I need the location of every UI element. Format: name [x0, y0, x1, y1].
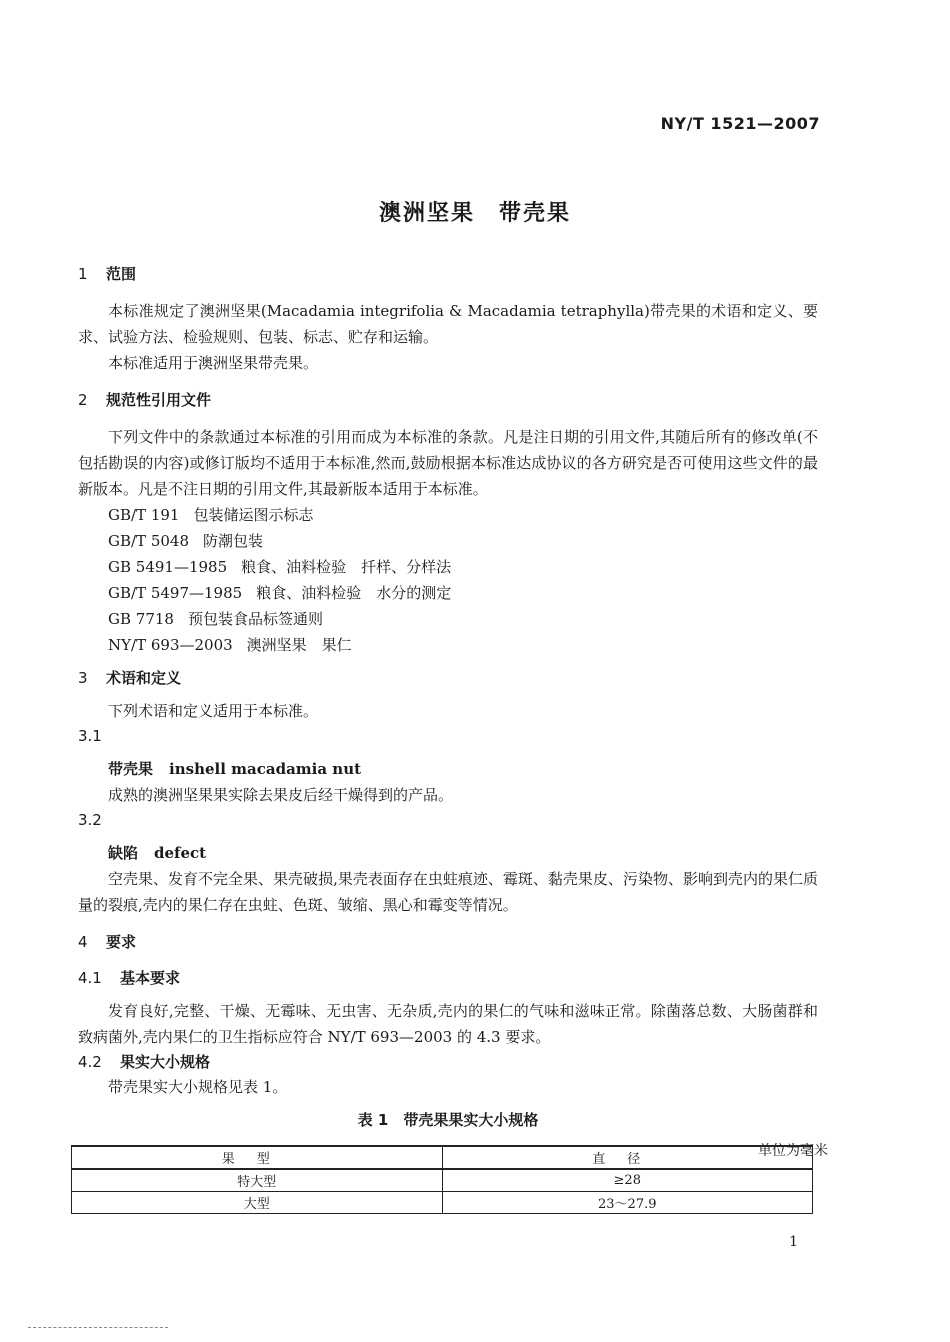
section-3-paragraph-1: 下列术语和定义适用于本标准。	[108, 702, 319, 720]
document-title: 澳洲坚果 带壳果	[378, 201, 571, 226]
table-cell: 23～27.9	[442, 1192, 813, 1214]
term-inshell: 带壳果 inshell macadamia nut	[108, 760, 362, 778]
clause-4-2-heading: 4.2 果实大小规格	[78, 1053, 211, 1071]
table-caption: 表 1 带壳果果实大小规格	[357, 1111, 539, 1129]
size-spec-table	[71, 1145, 813, 1214]
clause-4-1-heading: 4.1 基本要求	[78, 969, 181, 987]
footer-divider	[28, 1327, 168, 1328]
reference-item: GB 7718 预包装食品标签通则	[108, 610, 323, 628]
reference-item: NY/T 693—2003 澳洲坚果 果仁	[108, 636, 352, 654]
standard-number: NY/T 1521—2007	[660, 114, 820, 133]
table-header-row	[72, 1146, 813, 1169]
document-body	[78, 262, 828, 1162]
table-cell: 特大型	[72, 1169, 443, 1192]
section-1-heading: 1 范围	[78, 265, 137, 283]
table-header-cell: 果型	[72, 1146, 443, 1169]
term-inshell-definition: 成熟的澳洲坚果果实除去果皮后经干燥得到的产品。	[108, 786, 454, 804]
reference-item: GB/T 5497—1985 粮食、油料检验 水分的测定	[108, 584, 452, 602]
section-3-heading: 3 术语和定义	[78, 669, 182, 687]
table-row	[72, 1169, 813, 1192]
table-cell: 大型	[72, 1192, 443, 1214]
page-number: 1	[789, 1234, 798, 1250]
section-2-paragraph-1: 下列文件中的条款通过本标准的引用而成为本标准的条款。凡是注日期的引用文件,其随后所有的修改单(不包括勘误的内容)或修订版均不适用于本标准,然而,鼓励根据本标准达成协议的各方研究是否可使用这些文件的最新版本。凡是不注日期的引用文件,其最新版本适用于本标准。	[78, 428, 818, 498]
section-2-heading: 2 规范性引用文件	[78, 391, 212, 409]
table-unit: 单位为毫米	[758, 1143, 828, 1159]
clause-4-2-paragraph: 带壳果实大小规格见表 1。	[108, 1078, 288, 1096]
clause-3-1-number: 3.1	[78, 727, 102, 745]
section-4-heading: 4 要求	[78, 933, 137, 951]
term-defect: 缺陷 defect	[108, 844, 207, 862]
reference-item: GB/T 191 包装储运图示标志	[108, 506, 314, 524]
term-defect-definition: 空壳果、发育不完全果、果壳破损,果壳表面存在虫蛀痕迹、霉斑、黏壳果皮、污染物、影响到壳内的果仁质量的裂痕,壳内的果仁存在虫蛀、色斑、皱缩、黑心和霉变等情况。	[78, 870, 818, 914]
section-1-paragraph-2: 本标准适用于澳洲坚果带壳果。	[108, 354, 319, 372]
clause-3-2-number: 3.2	[78, 811, 102, 829]
table-row	[72, 1192, 813, 1214]
reference-item: GB 5491—1985 粮食、油料检验 扦样、分样法	[108, 558, 452, 576]
clause-4-1-paragraph: 发育良好,完整、干燥、无霉味、无虫害、无杂质,壳内的果仁的气味和滋味正常。除菌落总数、大肠菌群和致病菌外,壳内果仁的卫生指标应符合 NY/T 693—2003 的 4.3 要求。	[78, 1002, 818, 1046]
reference-item: GB/T 5048 防潮包装	[108, 532, 264, 550]
section-1-paragraph-1: 本标准规定了澳洲坚果(Macadamia integrifolia & Macadamia tetraphylla)带壳果的术语和定义、要求、试验方法、检验规则、包装、标志、贮存和运输。	[78, 302, 818, 346]
table-header-cell: 直径	[442, 1146, 813, 1169]
table-cell: ≥28	[442, 1169, 813, 1192]
